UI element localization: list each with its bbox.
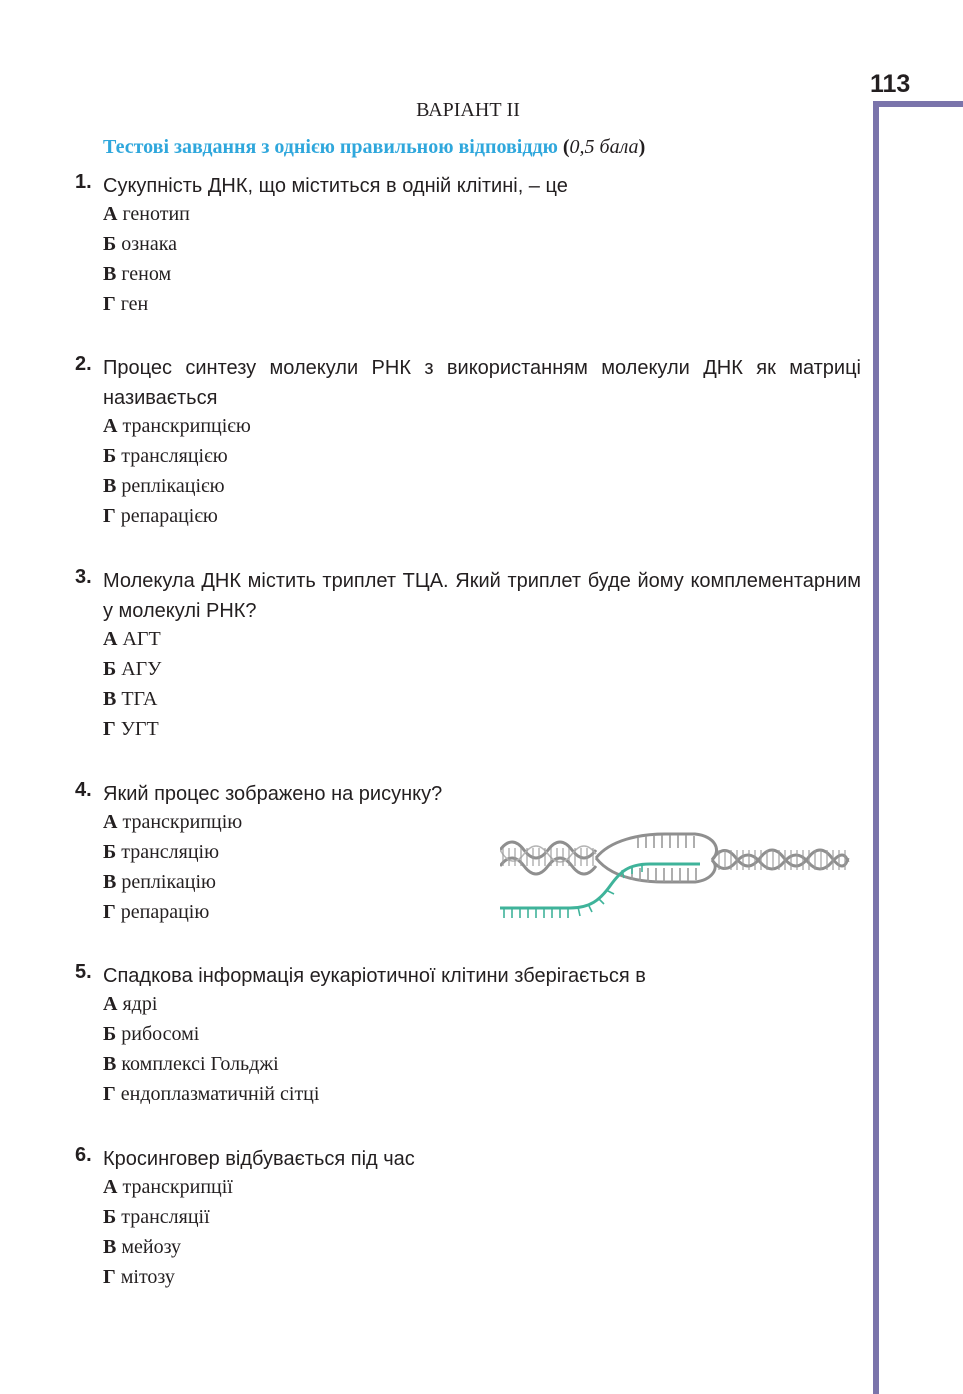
option-a: А транскрипцією (103, 415, 251, 437)
question-number: 3. (75, 566, 92, 588)
option-b: Б АГУ (103, 658, 162, 680)
question-number: 5. (75, 961, 92, 983)
option-d: Г репарацію (103, 901, 210, 923)
variant-title: ВАРІАНТ ІІ (416, 99, 520, 121)
option-c: В геном (103, 263, 172, 285)
question-number: 6. (75, 1144, 92, 1166)
option-c: В мейозу (103, 1236, 182, 1258)
option-d: Г мітозу (103, 1266, 175, 1288)
option-b: Б трансляцію (103, 841, 220, 863)
option-d: Г ендоплазматичній сітці (103, 1083, 320, 1105)
option-a: А АГТ (103, 628, 161, 650)
option-b: Б рибосомі (103, 1023, 200, 1045)
dna-transcription-illustration (500, 830, 852, 926)
option-a: А транскрипцію (103, 811, 243, 833)
dna-helix-right-icon (712, 850, 848, 870)
question-number: 1. (75, 171, 92, 193)
option-b: Б трансляції (103, 1206, 210, 1228)
option-a: А ядрі (103, 993, 158, 1015)
question-text: Молекула ДНК містить триплет ТЦА. Який триплет буде йому комплементарним у молекулі РНК? (103, 570, 861, 622)
option-c: В реплікацію (103, 871, 216, 893)
question-text: Кросинговер відбувається під час (103, 1148, 415, 1170)
option-c: В реплікацією (103, 475, 225, 497)
section-heading-text: Тестові завдання з однією правильною відповіддю (103, 136, 558, 158)
question-text: Процес синтезу молекули РНК з використанням молекули ДНК як матриці називається (103, 357, 861, 409)
question-number: 2. (75, 353, 92, 375)
section-points: (0,5 бала) (562, 136, 646, 158)
section-heading (103, 136, 645, 159)
option-d: Г УГТ (103, 718, 159, 740)
option-a: А транскрипції (103, 1176, 233, 1198)
question-number: 4. (75, 779, 92, 801)
dna-helix-left-icon (500, 842, 596, 874)
option-c: В ТГА (103, 688, 158, 710)
option-c: В комплексі Гольджі (103, 1053, 279, 1075)
page-number: 113 (870, 70, 911, 98)
option-d: Г репарацією (103, 505, 218, 527)
side-bar (873, 101, 879, 1394)
question-text: Спадкова інформація еукаріотичної клітини зберігається в (103, 965, 646, 987)
question-text: Який процес зображено на рисунку? (103, 783, 443, 805)
option-b: Б ознака (103, 233, 178, 255)
question-text: Сукупність ДНК, що міститься в одній клітині, – це (103, 175, 568, 197)
transcription-bubble-icon (596, 834, 717, 882)
option-d: Г ген (103, 293, 149, 315)
option-b: Б трансляцією (103, 445, 228, 467)
option-a: А генотип (103, 203, 190, 225)
